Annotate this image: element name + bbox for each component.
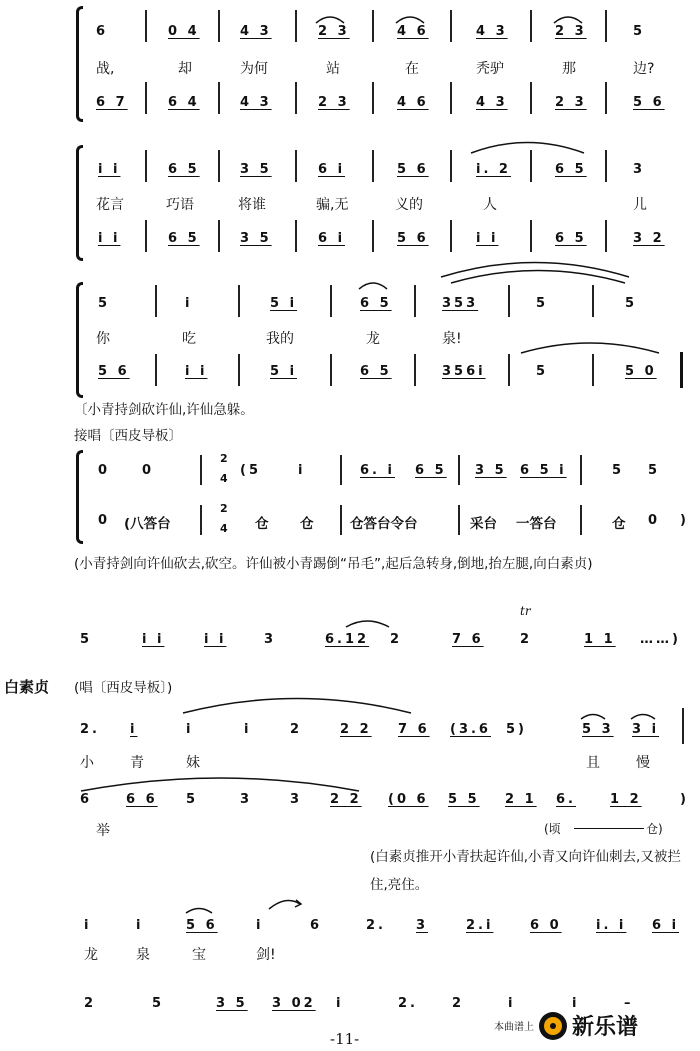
note: 1 1: [584, 632, 616, 647]
lyric: 慢: [636, 755, 650, 771]
note: 5: [152, 996, 165, 1011]
lyric: 我的: [266, 331, 294, 347]
percussion: 采台: [470, 516, 497, 532]
lyric: 举: [96, 823, 110, 839]
slur-arc: [520, 338, 660, 354]
slur-arc: [553, 14, 583, 24]
note: 5 i: [270, 364, 298, 379]
time-signature-bottom: 4: [220, 522, 231, 535]
lyric: 在: [405, 61, 419, 77]
note: 5: [186, 792, 199, 807]
bar-line: [508, 285, 510, 317]
lyric: 站: [326, 61, 340, 77]
bar-line: [458, 455, 460, 485]
system-brace: [76, 6, 83, 122]
note: 5: [648, 463, 661, 478]
note: 6 5: [555, 162, 587, 177]
note: 5: [536, 364, 549, 379]
bar-line: [372, 220, 374, 252]
note: 2 3: [318, 95, 350, 110]
note: 2 2: [330, 792, 362, 807]
time-signature-top: 2: [220, 502, 231, 515]
stage-direction: 〔小青持剑砍许仙,许仙急躲。: [74, 402, 254, 418]
note: 7 6: [398, 722, 430, 737]
percussion: 仓: [255, 516, 269, 532]
note: i: [298, 463, 306, 478]
note: 0: [98, 463, 111, 478]
note: 5 6: [98, 364, 130, 379]
note: 5 6: [633, 95, 665, 110]
page-number: -11-: [330, 1030, 360, 1048]
note: 3 5: [216, 996, 248, 1011]
lyric: 龙: [84, 947, 98, 963]
slur-arc: [470, 138, 585, 154]
percussion-line: [574, 828, 644, 829]
note: (5: [240, 463, 261, 478]
note: i i: [204, 632, 227, 647]
singing-cue: 接唱〔西皮导板〕: [74, 428, 182, 444]
bar-line: [295, 10, 297, 42]
bar-line: [508, 354, 510, 386]
note: 4 3: [240, 24, 272, 39]
bar-line: [580, 455, 582, 485]
bar-line: [605, 150, 607, 182]
bar-line: [592, 354, 594, 386]
bar-line: [530, 220, 532, 252]
percussion: 仓): [646, 822, 663, 836]
note: i i: [98, 162, 121, 177]
note: 3 5: [240, 231, 272, 246]
percussion: (八答台: [124, 516, 171, 532]
bar-line: [450, 220, 452, 252]
bar-line: [218, 10, 220, 42]
note: 5: [633, 24, 646, 39]
bar-line: [682, 708, 684, 744]
note: 2 1: [505, 792, 537, 807]
stage-direction: (白素贞推开小青扶起许仙,小青又向许仙刺去,又被拦住,亮住。: [370, 849, 681, 893]
bar-line: [155, 285, 157, 317]
note: 5: [536, 296, 549, 311]
lyric: 战,: [96, 61, 115, 77]
note: i: [572, 996, 580, 1011]
bar-line: [530, 10, 532, 42]
note: i i: [98, 231, 121, 246]
bar-line: [295, 82, 297, 114]
bar-line: [330, 354, 332, 386]
note: 5 i: [270, 296, 298, 311]
note: 6 5: [168, 162, 200, 177]
note: 3: [633, 162, 646, 177]
note: 6 5: [415, 463, 447, 478]
bar-line: [605, 82, 607, 114]
note: 3: [240, 792, 253, 807]
stage-direction: (小青持剑向许仙砍去,砍空。许仙被小青踢倒“吊毛”,起后急转身,倒地,抬左腿,向白素贞): [74, 556, 593, 572]
note: 356i: [442, 364, 486, 379]
slur-arc: [580, 712, 606, 720]
slur-arc: [182, 692, 412, 714]
note: 1 2: [610, 792, 642, 807]
note: i: [84, 918, 92, 933]
note: 5: [625, 296, 638, 311]
bar-line: [295, 150, 297, 182]
note: 3 2: [633, 231, 665, 246]
lyric: 剑!: [256, 947, 276, 963]
note: 2: [84, 996, 97, 1011]
bar-line: [372, 10, 374, 42]
note: 4 6: [397, 24, 429, 39]
singer-name: 白素贞: [4, 678, 50, 696]
bar-line: [450, 150, 452, 182]
system-brace: [76, 282, 83, 398]
bar-line: [145, 10, 147, 42]
bar-line: [530, 150, 532, 182]
bar-line: [372, 82, 374, 114]
note: 5 6: [397, 231, 429, 246]
trill-mark: tr: [520, 604, 531, 618]
note: 4 3: [476, 24, 508, 39]
lyric: 小: [80, 755, 94, 771]
lyric: 骗,无: [316, 197, 349, 213]
note: 6 5 i: [520, 463, 567, 478]
note: 3: [416, 918, 429, 933]
note: 2 3: [555, 24, 587, 39]
watermark-logo: [494, 1010, 638, 1041]
note: 5: [98, 296, 111, 311]
lyric: 边?: [633, 61, 655, 77]
note: ……): [640, 632, 681, 647]
slur-arc: [268, 898, 304, 910]
lyric: 宝: [192, 947, 206, 963]
bar-line: [238, 354, 240, 386]
note: i: [256, 918, 264, 933]
lyric: 儿: [633, 197, 647, 213]
time-signature-bottom: 4: [220, 472, 231, 485]
note: i: [186, 722, 194, 737]
note: 3 5: [240, 162, 272, 177]
note: 6 5: [168, 231, 200, 246]
lyric: 义的: [395, 197, 423, 213]
note: 0: [142, 463, 155, 478]
note: 0: [648, 513, 661, 528]
note: 4 3: [240, 95, 272, 110]
note: 2: [520, 632, 533, 647]
lyric: 且: [586, 755, 600, 771]
note: 5): [506, 722, 527, 737]
note: 3: [264, 632, 277, 647]
lyric: 花言: [96, 197, 124, 213]
note: 6 6: [126, 792, 158, 807]
note: 6 5: [360, 296, 392, 311]
note: 3: [290, 792, 303, 807]
bar-line: [450, 82, 452, 114]
lyric: 妹: [186, 755, 200, 771]
bar-line: [414, 354, 416, 386]
note: 0: [98, 513, 111, 528]
bar-line: [330, 285, 332, 317]
note: 6.12: [325, 632, 370, 647]
bar-line: [218, 82, 220, 114]
slur-arc: [630, 712, 656, 720]
bar-line: [200, 455, 202, 485]
bar-line: [238, 285, 240, 317]
note: –: [624, 996, 634, 1011]
note: i. i: [596, 918, 627, 933]
note: i i: [476, 231, 499, 246]
lyric: 泉: [136, 947, 150, 963]
lyric: 龙: [366, 331, 380, 347]
note: 2: [390, 632, 403, 647]
note: (0 6: [388, 792, 429, 807]
lyric: 人: [483, 197, 497, 213]
note: 3 i: [632, 722, 660, 737]
bar-line: [340, 455, 342, 485]
end-bar: [680, 352, 683, 388]
bar-line: [605, 10, 607, 42]
percussion: 仓: [612, 516, 626, 532]
note: i: [244, 722, 252, 737]
note: 0 4: [168, 24, 200, 39]
note: 2.: [366, 918, 386, 933]
note: i: [130, 722, 138, 737]
watermark-brand: 新乐谱: [572, 1015, 639, 1040]
bar-line: [414, 285, 416, 317]
note: 7 6: [452, 632, 484, 647]
note: 6. i: [360, 463, 395, 478]
note: 6 4: [168, 95, 200, 110]
note: 6: [96, 24, 109, 39]
note: i i: [185, 364, 208, 379]
note: 2 3: [555, 95, 587, 110]
bar-line: [592, 285, 594, 317]
bar-line: [295, 220, 297, 252]
note: 2: [290, 722, 303, 737]
note: 2.i: [466, 918, 494, 933]
percussion: 仓答台令台: [350, 516, 418, 532]
time-signature-top: 2: [220, 452, 231, 465]
note: 2.: [80, 722, 100, 737]
slur-arc: [358, 280, 388, 290]
percussion: (顷: [544, 822, 561, 836]
lyric: 巧语: [166, 197, 194, 213]
note: 3 5: [475, 463, 507, 478]
lyric: 吃: [182, 331, 196, 347]
note: 5: [80, 632, 93, 647]
note: 4 3: [476, 95, 508, 110]
note: ): [680, 792, 689, 807]
lyric: 泉!: [442, 331, 462, 347]
bar-line: [145, 150, 147, 182]
lyric: 却: [178, 61, 192, 77]
singing-cue: (唱〔西皮导板〕): [74, 680, 173, 696]
lyric: 你: [96, 331, 110, 347]
bar-line: [200, 505, 202, 535]
note: i: [185, 296, 193, 311]
note: 2 3: [318, 24, 350, 39]
note: 2 2: [340, 722, 372, 737]
lyric: 为何: [240, 61, 268, 77]
watermark-text: 本曲谱上: [494, 1022, 534, 1033]
note: 6 7: [96, 95, 128, 110]
note: i: [136, 918, 144, 933]
note: 353: [442, 296, 479, 311]
slur-arc: [315, 14, 345, 24]
bar-line: [340, 505, 342, 535]
music-disc-icon: [538, 1011, 568, 1041]
note: 6 i: [652, 918, 680, 933]
slur-arc: [185, 906, 213, 914]
lyric: 那: [562, 61, 576, 77]
note: 3 02: [272, 996, 316, 1011]
note: 6 5: [555, 231, 587, 246]
bar-line: [530, 82, 532, 114]
lyric: 将谁: [238, 197, 266, 213]
note: ): [680, 513, 689, 528]
bar-line: [145, 82, 147, 114]
note: 4 6: [397, 95, 429, 110]
note: 2.: [398, 996, 418, 1011]
note: i: [336, 996, 344, 1011]
note: 5 5: [448, 792, 480, 807]
bar-line: [218, 150, 220, 182]
note: 5 3: [582, 722, 614, 737]
note: 5 6: [186, 918, 218, 933]
note: i: [508, 996, 516, 1011]
bar-line: [372, 150, 374, 182]
note: 5: [612, 463, 625, 478]
note: 6 5: [360, 364, 392, 379]
slur-arc: [450, 264, 626, 284]
note: 5 6: [397, 162, 429, 177]
note: 6: [310, 918, 323, 933]
slur-arc: [395, 14, 425, 24]
note: 6 i: [318, 162, 346, 177]
bar-line: [218, 220, 220, 252]
note: 6 i: [318, 231, 346, 246]
bar-line: [580, 505, 582, 535]
note: i. 2: [476, 162, 511, 177]
slur-arc: [80, 772, 360, 792]
percussion: 仓: [300, 516, 314, 532]
note: 6 0: [530, 918, 562, 933]
bar-line: [605, 220, 607, 252]
system-brace: [76, 145, 83, 261]
note: i i: [142, 632, 165, 647]
note: 6.: [556, 792, 576, 807]
bar-line: [155, 354, 157, 386]
percussion: 一答台: [516, 516, 557, 532]
bar-line: [145, 220, 147, 252]
note: 5 0: [625, 364, 657, 379]
note: (3.6: [450, 722, 491, 737]
bar-line: [458, 505, 460, 535]
lyric: 青: [130, 755, 144, 771]
note: 2: [452, 996, 465, 1011]
note: 6: [80, 792, 93, 807]
lyric: 秃驴: [476, 61, 504, 77]
bar-line: [450, 10, 452, 42]
system-brace: [76, 450, 83, 544]
slur-arc: [345, 618, 390, 628]
